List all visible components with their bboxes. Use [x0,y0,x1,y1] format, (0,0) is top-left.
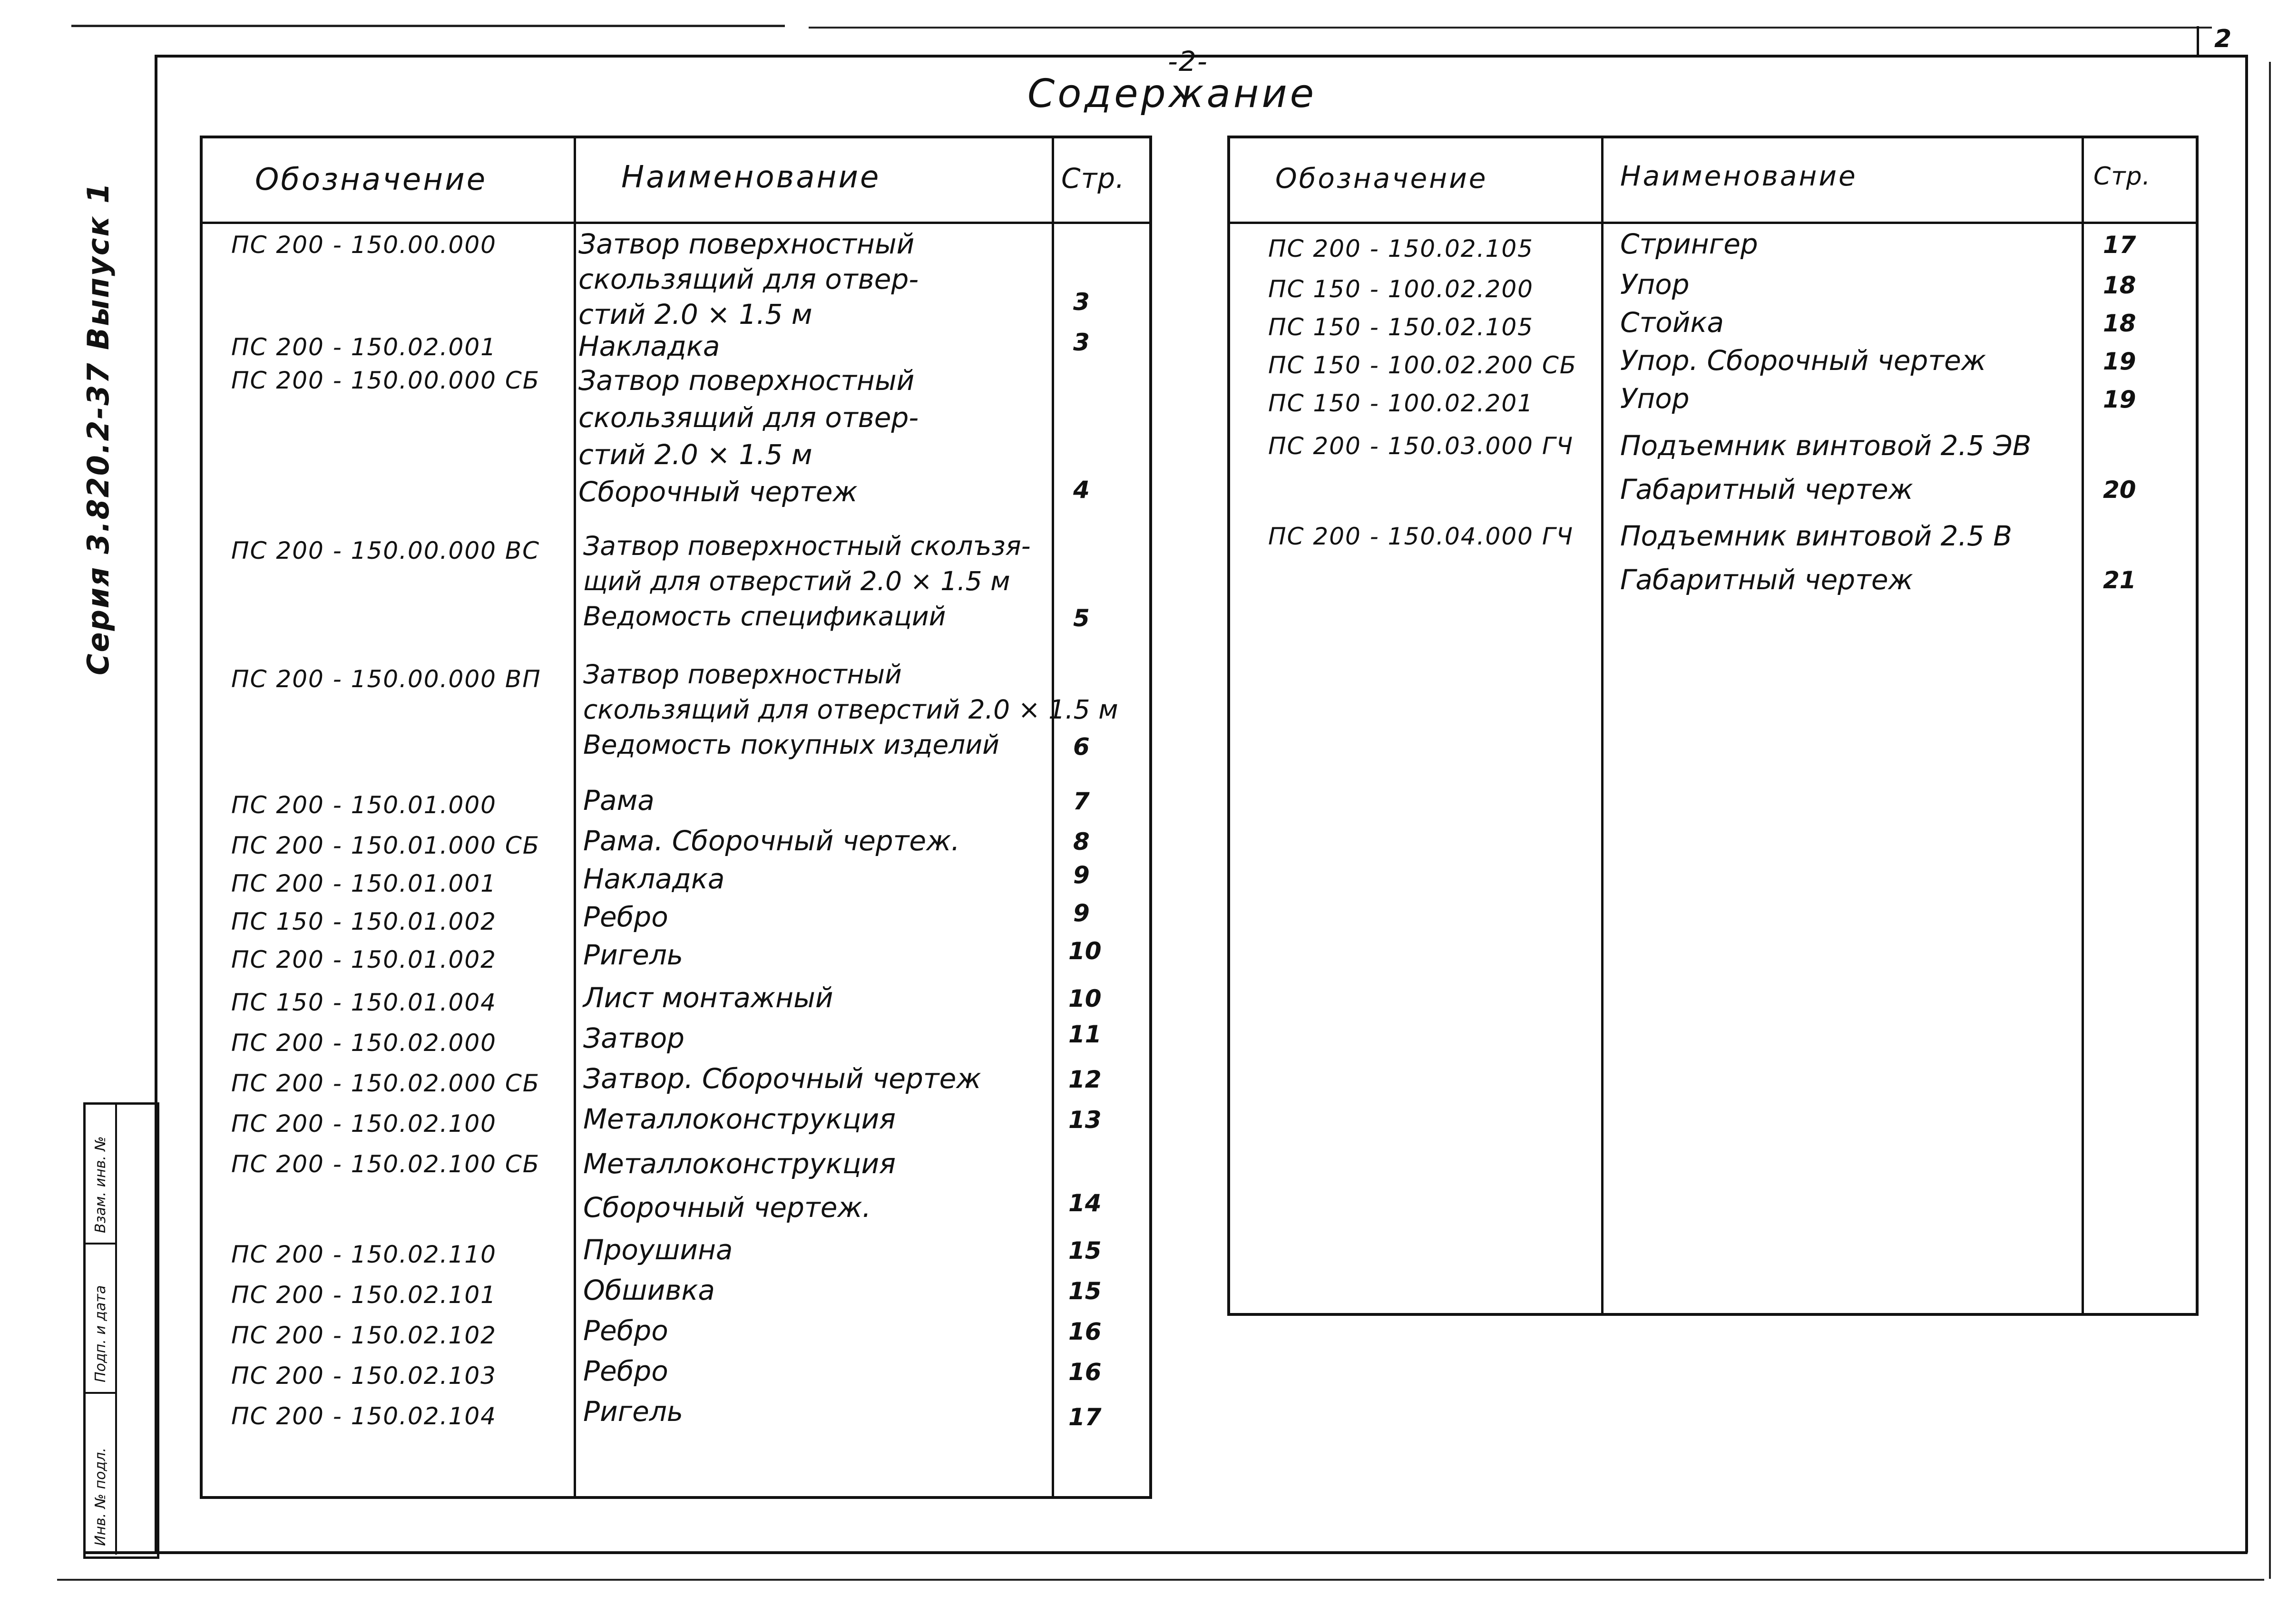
row-code: ПС 200 - 150.02.110 [231,1241,497,1268]
right-header-name: Наименование [1620,160,1858,192]
row-page: 10 [1068,937,1102,965]
row-name: Упор [1620,268,1690,301]
row-name: Подъемник винтовой 2.5 В Габаритный чертеж [1620,520,2013,596]
approval-stamp-box [83,1102,159,1559]
row-name: Подъемник винтовой 2.5 ЭВ Габаритный чертеж [1620,429,2032,506]
row-code: ПС 200 - 150.01.000 [231,791,497,819]
row-code: ПС 150 - 100.02.200 СБ [1268,351,1577,379]
stamp-cell-signature [86,1245,117,1394]
row-page: 3 [1073,329,1090,356]
row-name: Ригель [583,939,684,971]
row-name: Затвор поверхностный скользящий для отвер- стий 2.0 × 1.5 м [578,228,919,331]
row-page: 16 [1068,1358,1102,1386]
row-name: Затвор поверхностный скользящий для отвер- стий 2.0 × 1.5 м Сборочный чертеж [578,364,919,508]
row-name: Лист монтажный [583,982,833,1014]
row-name: Затвор. Сборочный чертеж [583,1062,981,1095]
right-col-divider-1 [1601,138,1604,1313]
row-name: Металлоконструкция [583,1103,896,1135]
row-code: ПС 200 - 150.04.000 ГЧ [1268,523,1574,550]
row-code: ПС 150 - 100.02.201 [1268,389,1534,417]
row-name: Накладка [578,330,720,362]
row-code: ПС 200 - 150.02.000 СБ [231,1070,540,1097]
row-code: ПС 150 - 150.02.105 [1268,313,1534,341]
row-page: 21 [2103,566,2136,594]
row-name: Металлоконструкция Сборочный чертеж. [583,1147,896,1224]
row-page: 10 [1068,985,1102,1012]
sheet-title: Содержание [1027,71,1317,117]
left-header-designation: Обозначение [255,162,488,197]
row-page: 9 [1073,861,1090,889]
row-name: Ребро [583,1314,668,1347]
row-name: Стрингер [1620,228,1758,260]
right-scan-edge [2269,62,2271,1579]
left-col-divider-1 [574,138,576,1496]
row-code: ПС 200 - 150.02.001 [231,333,497,361]
row-name: Затвор поверхностный скользящий для отверстий 2.0 × 1.5 м Ведомость покупных изделий [583,659,1118,760]
left-header-page: Стр. [1061,162,1125,194]
stamp-label-inventory: Инв. № подл. [92,1448,109,1546]
left-contents-table [200,136,1152,1499]
row-code: ПС 200 - 150.02.101 [231,1281,497,1309]
page-number: -2- [1168,45,1208,78]
row-page: 17 [2103,231,2136,259]
row-code: ПС 200 - 150.02.100 [231,1110,497,1138]
row-page: 14 [1068,1189,1102,1217]
row-page: 5 [1073,604,1090,632]
row-page: 12 [1068,1066,1102,1093]
row-name: Проушина [583,1234,733,1266]
left-header-divider [203,222,1149,224]
bottom-scan-line [57,1579,2264,1581]
row-code: ПС 200 - 150.02.100 СБ [231,1150,540,1178]
top-scan-line-right [809,27,2212,29]
corner-sheet-number: 2 [2214,25,2232,53]
stamp-cell-replaced [86,1105,117,1245]
row-code: ПС 150 - 100.02.200 [1268,275,1534,303]
row-code: ПС 200 - 150.02.105 [1268,235,1534,263]
series-label: Серия 3.820.2-37 Выпуск 1 [81,181,116,675]
row-page: 15 [1068,1237,1102,1264]
row-page: 15 [1068,1277,1102,1305]
row-code: ПС 150 - 150.01.002 [231,908,497,935]
row-code: ПС 200 - 150.00.000 СБ [231,367,540,394]
frame-right [2245,55,2248,1553]
row-page: 19 [2103,386,2136,413]
row-page: 19 [2103,348,2136,375]
stamp-label-signature: Подп. и дата [92,1285,109,1382]
top-scan-line [71,25,785,27]
stamp-cell-inventory [86,1394,117,1555]
row-name: Затвор [583,1022,684,1054]
row-code: ПС 200 - 150.01.001 [231,870,497,897]
left-col-divider-2 [1052,138,1054,1496]
row-code: ПС 200 - 150.02.102 [231,1322,497,1349]
row-name: Ребро [583,1355,668,1387]
left-header-name: Наименование [621,160,881,195]
row-page: 13 [1068,1106,1102,1134]
corner-box-left [2197,26,2199,58]
row-code: ПС 200 - 150.01.002 [231,946,497,973]
row-code: ПС 200 - 150.00.000 [231,231,497,259]
row-name: Ригель [583,1395,684,1428]
row-page: 4 [1073,476,1090,504]
row-code: ПС 150 - 150.01.004 [231,989,497,1016]
row-page: 11 [1068,1021,1102,1048]
row-page: 6 [1073,733,1090,760]
frame-bottom [83,1551,2248,1554]
row-code: ПС 200 - 150.02.103 [231,1362,497,1390]
row-page: 8 [1073,828,1090,856]
row-page: 20 [2103,476,2136,504]
row-name: Затвор поверхностный сколъзя- щий для отверстий 2.0 × 1.5 м Ведомость спецификаций [583,531,1031,632]
row-name: Упор [1620,382,1690,415]
row-code: ПС 200 - 150.02.000 [231,1029,497,1057]
row-name: Стойка [1620,306,1724,339]
row-page: 18 [2103,272,2136,299]
row-page: 16 [1068,1318,1102,1345]
row-page: 9 [1073,899,1090,927]
row-page: 17 [1068,1403,1102,1431]
row-name: Ребро [583,901,668,933]
right-header-designation: Обозначение [1275,162,1488,194]
row-page: 7 [1073,788,1090,815]
row-name: Рама. Сборочный чертеж. [583,825,960,857]
row-name: Упор. Сборочный чертеж [1620,344,1986,377]
row-name: Обшивка [583,1274,715,1306]
right-col-divider-2 [2082,138,2084,1313]
right-contents-table [1227,136,2199,1316]
row-name: Накладка [583,863,725,895]
row-code: ПС 200 - 150.00.000 ВС [231,537,540,564]
row-code: ПС 200 - 150.01.000 СБ [231,832,540,859]
stamp-label-replaced: Взам. инв. № [92,1136,109,1233]
row-code: ПС 200 - 150.02.104 [231,1402,497,1430]
row-code: ПС 200 - 150.03.000 ГЧ [1268,432,1574,460]
row-name: Рама [583,784,655,817]
right-header-page: Стр. [2093,162,2151,191]
row-code: ПС 200 - 150.00.000 ВП [231,665,541,693]
row-page: 18 [2103,310,2136,337]
right-header-divider [1230,222,2196,224]
row-page: 3 [1073,288,1090,316]
